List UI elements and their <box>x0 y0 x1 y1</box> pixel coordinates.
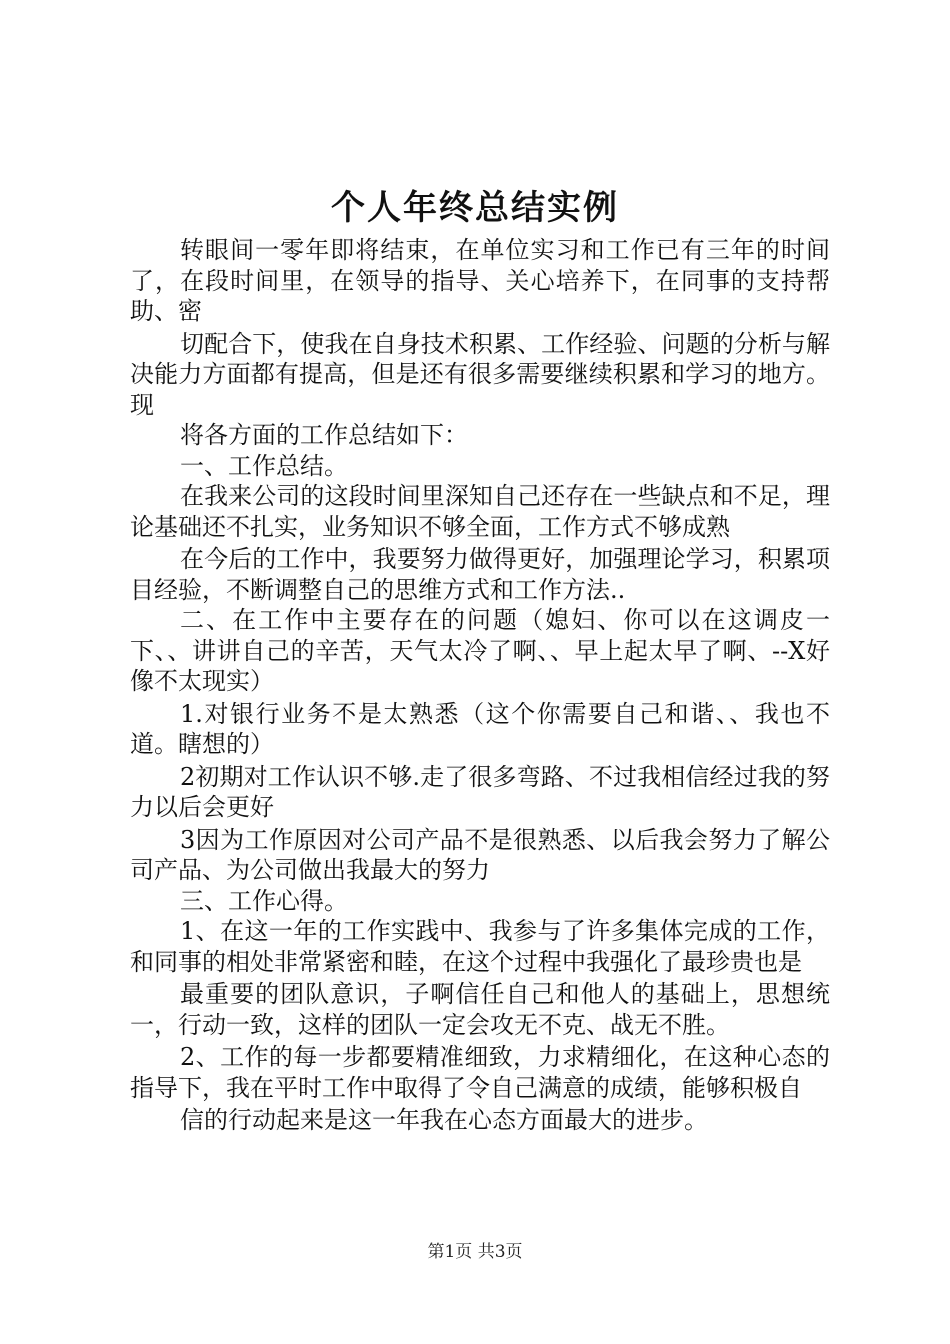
page-number-footer: 第1页 共3页 <box>427 1242 523 1262</box>
paragraph-2: 切配合下，使我在自身技术积累、工作经验、问题的分析与解决能力方面都有提高，但是还有很多需要继续积累和学习的地方。现 <box>130 329 830 419</box>
paragraph-3: 将各方面的工作总结如下： <box>180 421 468 449</box>
insight-item-2: 2、工作的每一步都要精准细致，力求精细化，在这种心态的指导下，我在平时工作中取得了令自己满意的成绩，能够积极自 <box>130 1043 830 1102</box>
document-title: 个人年终总结实例 <box>331 188 619 228</box>
paragraph-6: 在今后的工作中，我要努力做得更好，加强理论学习，积累项目经验，不断调整自己的思维方式和工作方法.. <box>130 545 830 604</box>
document-body <box>130 235 830 1136</box>
section-heading-insights: 三、工作心得。 <box>180 886 348 915</box>
insight-item-2-continued: 信的行动起来是这一年我在心态方面最大的进步。 <box>180 1106 708 1134</box>
problem-item-1: 1.对银行业务不是太熟悉（这个你需要自己和谐、、我也不道。瞎想的） <box>130 699 830 758</box>
paragraph-1: 转眼间一零年即将结束，在单位实习和工作已有三年的时间了，在段时间里，在领导的指导、关心培养下，在同事的支持帮助、密 <box>130 236 830 325</box>
problem-item-2: 2初期对工作认识不够.走了很多弯路、不过我相信经过我的努力以后会更好 <box>130 762 830 821</box>
section-heading-work-summary: 一、工作总结。 <box>180 451 348 480</box>
paragraph-5: 在我来公司的这段时间里深知自己还存在一些缺点和不足，理论基础还不扎实，业务知识不够全面，工作方式不够成熟 <box>130 482 830 541</box>
section-heading-problems: 二、在工作中主要存在的问题（媳妇、你可以在这调皮一下、、讲讲自己的辛苦，天气太冷了啊、、早上起太早了啊、--X好像不太现实） <box>130 606 830 695</box>
insight-item-1-continued: 最重要的团队意识，子啊信任自己和他人的基础上，思想统一，行动一致，这样的团队一定会攻无不克、战无不胜。 <box>130 980 830 1039</box>
insight-item-1: 1、在这一年的工作实践中、我参与了许多集体完成的工作，和同事的相处非常紧密和睦，在这个过程中我强化了最珍贵也是 <box>130 917 830 976</box>
problem-item-3: 3因为工作原因对公司产品不是很熟悉、以后我会努力了解公司产品、为公司做出我最大的努力 <box>130 825 830 884</box>
